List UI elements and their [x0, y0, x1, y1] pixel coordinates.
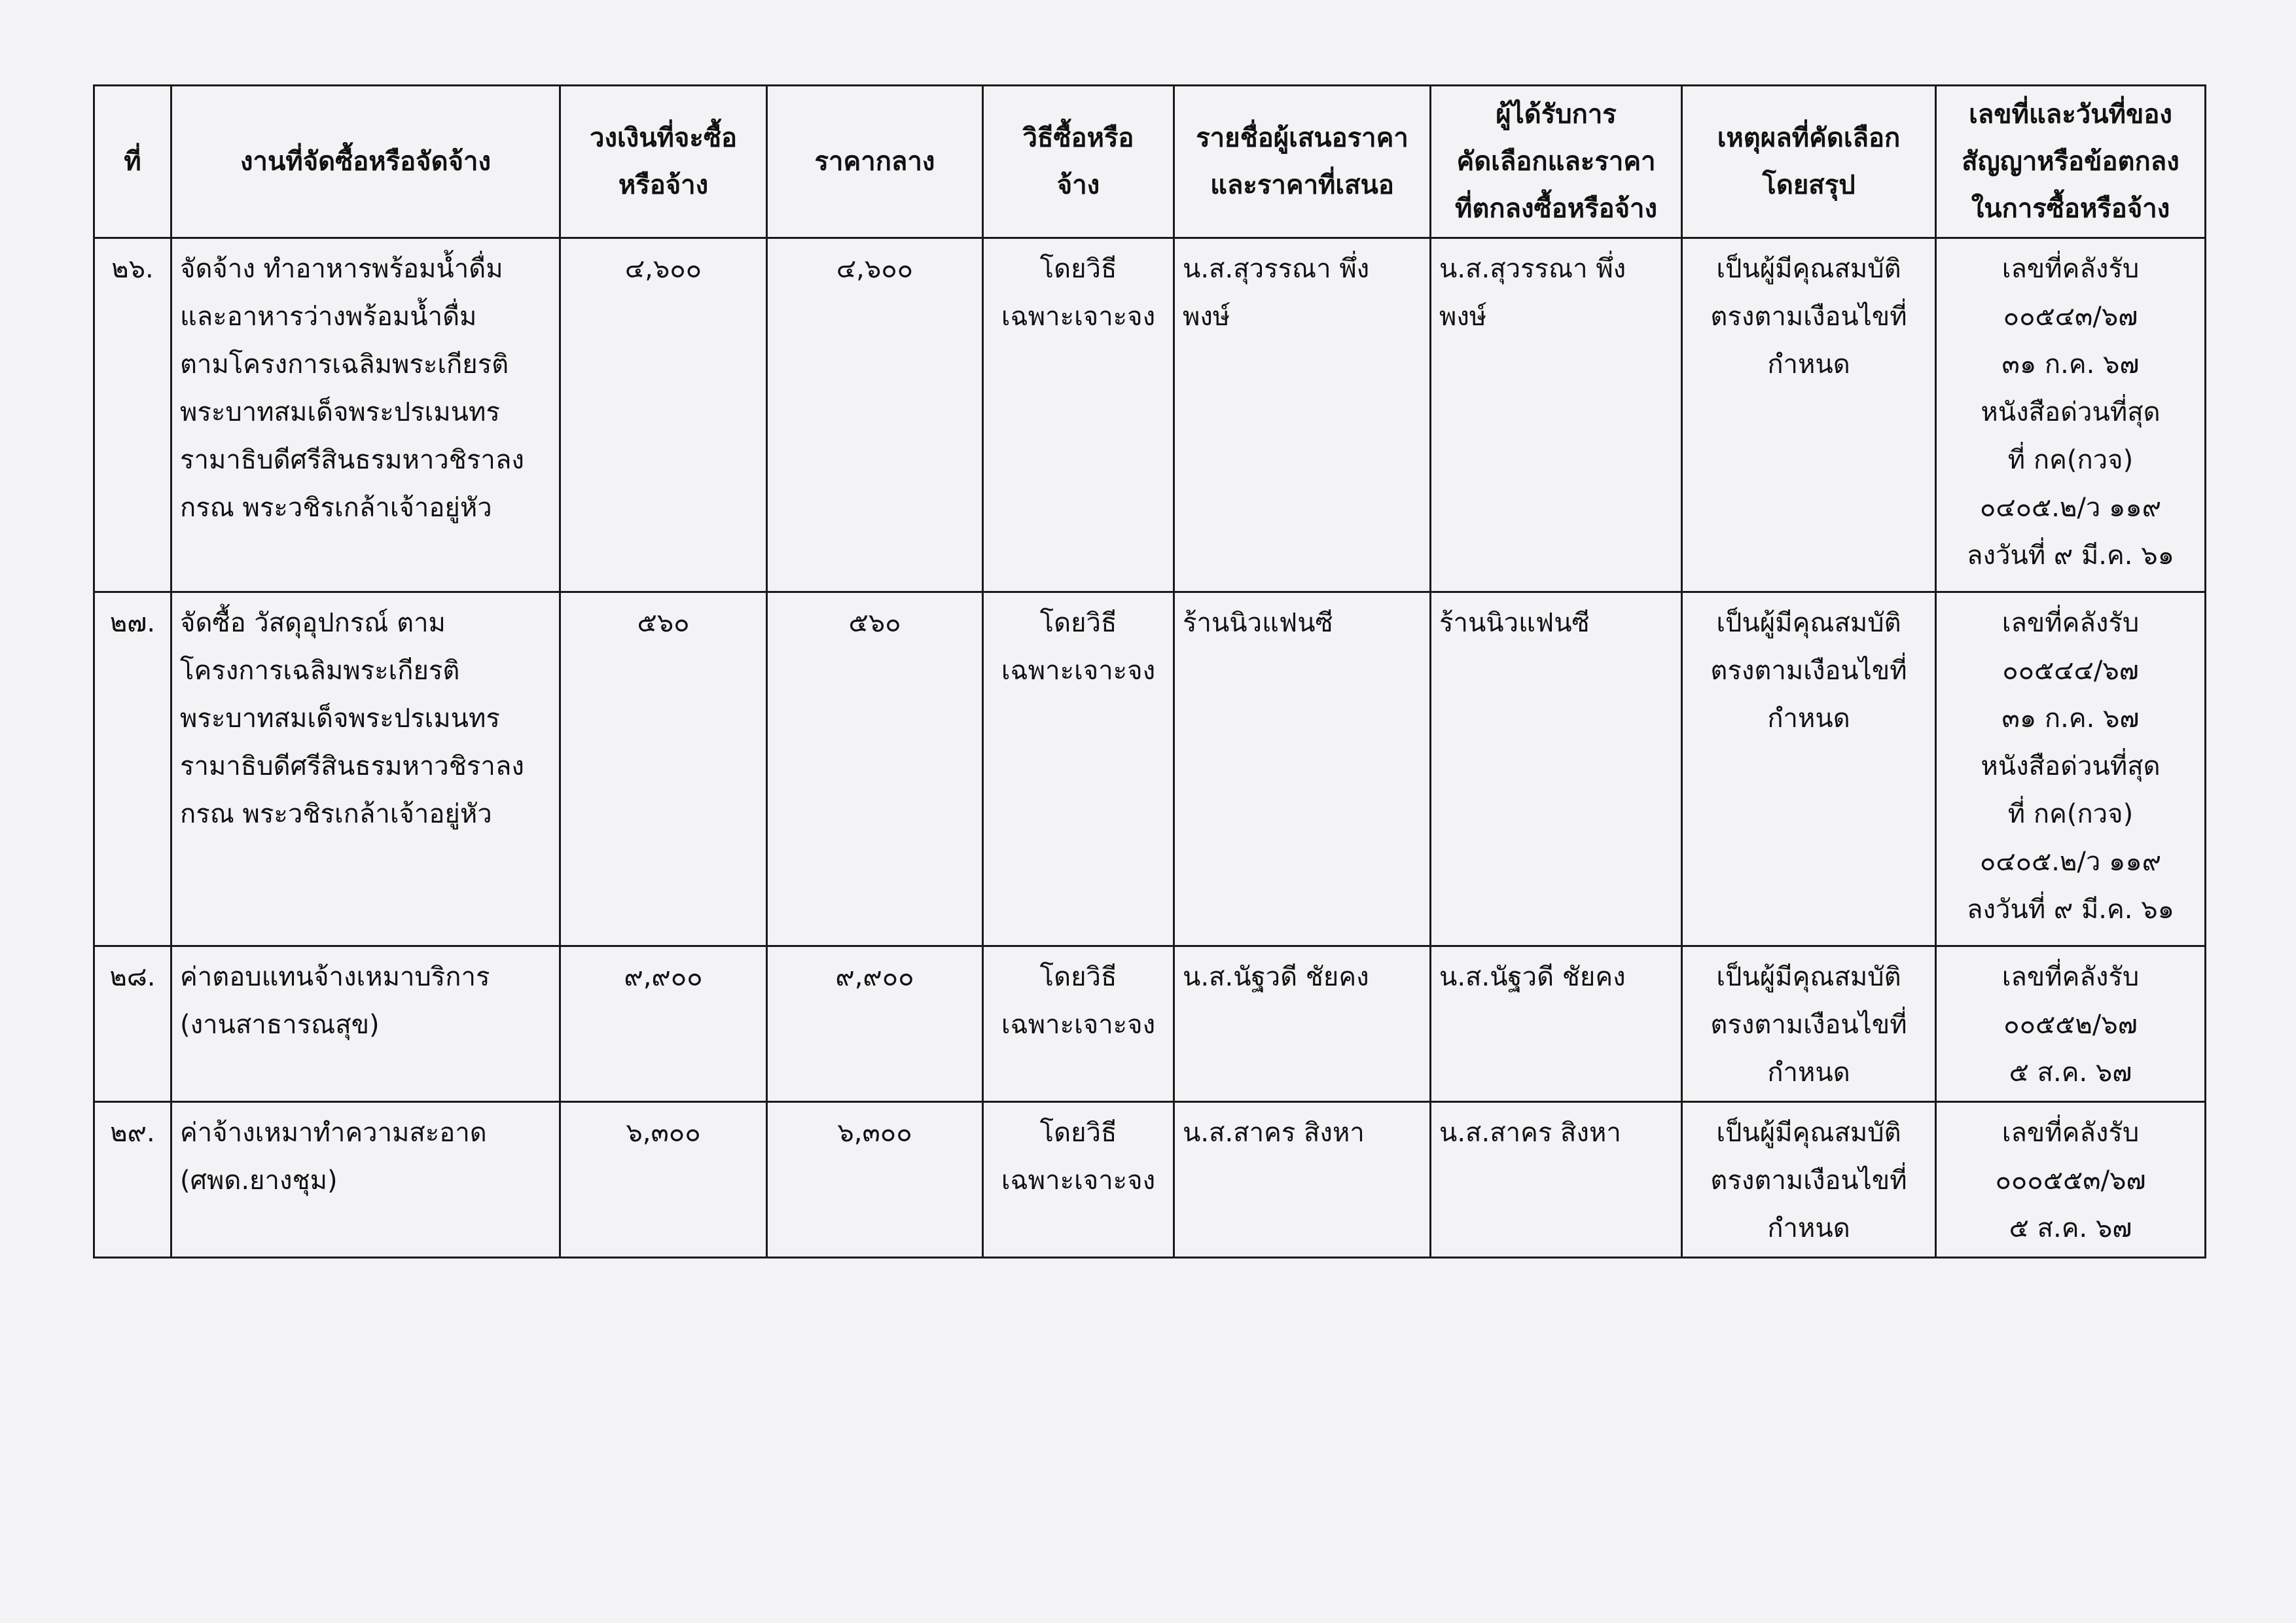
header-budget: วงเงินที่จะซื้อ หรือจ้าง [560, 86, 767, 238]
cell-selected: น.ส.สุวรรณา พึ่ง พงษ์ [1431, 238, 1682, 592]
cell-selected: ร้านนิวแฟนซี [1431, 592, 1682, 946]
cell-contract: เลขที่คลังรับ ๐๐๕๔๓/๖๗ ๓๑ ก.ค. ๖๗ หนังสือด่วนที่สุด ที่ กค(กวจ) ๐๔๐๕.๒/ว ๑๑๙ ลงวันที่ ๙ มี.ค. ๖๑ [1936, 238, 2206, 592]
cell-contract: เลขที่คลังรับ ๐๐๐๕๕๓/๖๗ ๕ ส.ค. ๖๗ [1936, 1102, 2206, 1258]
cell-reason: เป็นผู้มีคุณสมบัติ ตรงตามเงือนไขที่ กำหนด [1682, 592, 1936, 946]
cell-reason: เป็นผู้มีคุณสมบัติ ตรงตามเงือนไขที่ กำหนด [1682, 238, 1936, 592]
cell-no: ๒๙. [94, 1102, 171, 1258]
cell-contract: เลขที่คลังรับ ๐๐๕๔๔/๖๗ ๓๑ ก.ค. ๖๗ หนังสือด่วนที่สุด ที่ กค(กวจ) ๐๔๐๕.๒/ว ๑๑๙ ลงวันที่ ๙ มี.ค. ๖๑ [1936, 592, 2206, 946]
cell-no: ๒๗. [94, 592, 171, 946]
cell-bidders: น.ส.สุวรรณา พึ่ง พงษ์ [1174, 238, 1431, 592]
cell-budget: ๙,๙๐๐ [560, 946, 767, 1102]
cell-method: โดยวิธี เฉพาะเจาะจง [983, 238, 1174, 592]
header-bidders: รายชื่อผู้เสนอราคา และราคาที่เสนอ [1174, 86, 1431, 238]
cell-budget: ๕๖๐ [560, 592, 767, 946]
cell-task: ค่าตอบแทนจ้างเหมาบริการ (งานสาธารณสุข) [171, 946, 560, 1102]
cell-median-price: ๕๖๐ [767, 592, 983, 946]
header-median-price: ราคากลาง [767, 86, 983, 238]
header-reason: เหตุผลที่คัดเลือก โดยสรุป [1682, 86, 1936, 238]
header-contract: เลขที่และวันที่ของ สัญญาหรือข้อตกลง ในการซื้อหรือจ้าง [1936, 86, 2206, 238]
cell-bidders: น.ส.สาคร สิงหา [1174, 1102, 1431, 1258]
cell-task: จัดจ้าง ทำอาหารพร้อมน้ำดื่ม และอาหารว่างพร้อมน้ำดื่ม ตามโครงการเฉลิมพระเกียรติ พระบาทสมเด็จพระปรเมนทร รามาธิบดีศรีสินธรมหาวชิราลง กรณ พระวชิรเกล้าเจ้าอยู่หัว [171, 238, 560, 592]
header-no: ที่ [94, 86, 171, 238]
header-row [94, 86, 2206, 238]
table-row [94, 1102, 2206, 1258]
header-method: วิธีซื้อหรือ จ้าง [983, 86, 1174, 238]
table-row [94, 238, 2206, 592]
procurement-table [93, 84, 2206, 1258]
cell-method: โดยวิธี เฉพาะเจาะจง [983, 1102, 1174, 1258]
cell-task: ค่าจ้างเหมาทำความสะอาด (ศพด.ยางชุม) [171, 1102, 560, 1258]
table-row [94, 592, 2206, 946]
cell-contract: เลขที่คลังรับ ๐๐๕๕๒/๖๗ ๕ ส.ค. ๖๗ [1936, 946, 2206, 1102]
table-row [94, 946, 2206, 1102]
cell-reason: เป็นผู้มีคุณสมบัติ ตรงตามเงือนไขที่ กำหนด [1682, 946, 1936, 1102]
header-task: งานที่จัดซื้อหรือจัดจ้าง [171, 86, 560, 238]
cell-task: จัดซื้อ วัสดุอุปกรณ์ ตาม โครงการเฉลิมพระเกียรติ พระบาทสมเด็จพระปรเมนทร รามาธิบดีศรีสินธรมหาวชิราลง กรณ พระวชิรเกล้าเจ้าอยู่หัว [171, 592, 560, 946]
cell-no: ๒๘. [94, 946, 171, 1102]
cell-selected: น.ส.สาคร สิงหา [1431, 1102, 1682, 1258]
cell-median-price: ๙,๙๐๐ [767, 946, 983, 1102]
cell-bidders: ร้านนิวแฟนซี [1174, 592, 1431, 946]
cell-reason: เป็นผู้มีคุณสมบัติ ตรงตามเงือนไขที่ กำหนด [1682, 1102, 1936, 1258]
cell-median-price: ๔,๖๐๐ [767, 238, 983, 592]
header-selected: ผู้ได้รับการ คัดเลือกและราคา ที่ตกลงซื้อหรือจ้าง [1431, 86, 1682, 238]
cell-method: โดยวิธี เฉพาะเจาะจง [983, 592, 1174, 946]
cell-bidders: น.ส.นัฐวดี ชัยคง [1174, 946, 1431, 1102]
cell-budget: ๔,๖๐๐ [560, 238, 767, 592]
cell-median-price: ๖,๓๐๐ [767, 1102, 983, 1258]
cell-method: โดยวิธี เฉพาะเจาะจง [983, 946, 1174, 1102]
cell-selected: น.ส.นัฐวดี ชัยคง [1431, 946, 1682, 1102]
cell-no: ๒๖. [94, 238, 171, 592]
cell-budget: ๖,๓๐๐ [560, 1102, 767, 1258]
